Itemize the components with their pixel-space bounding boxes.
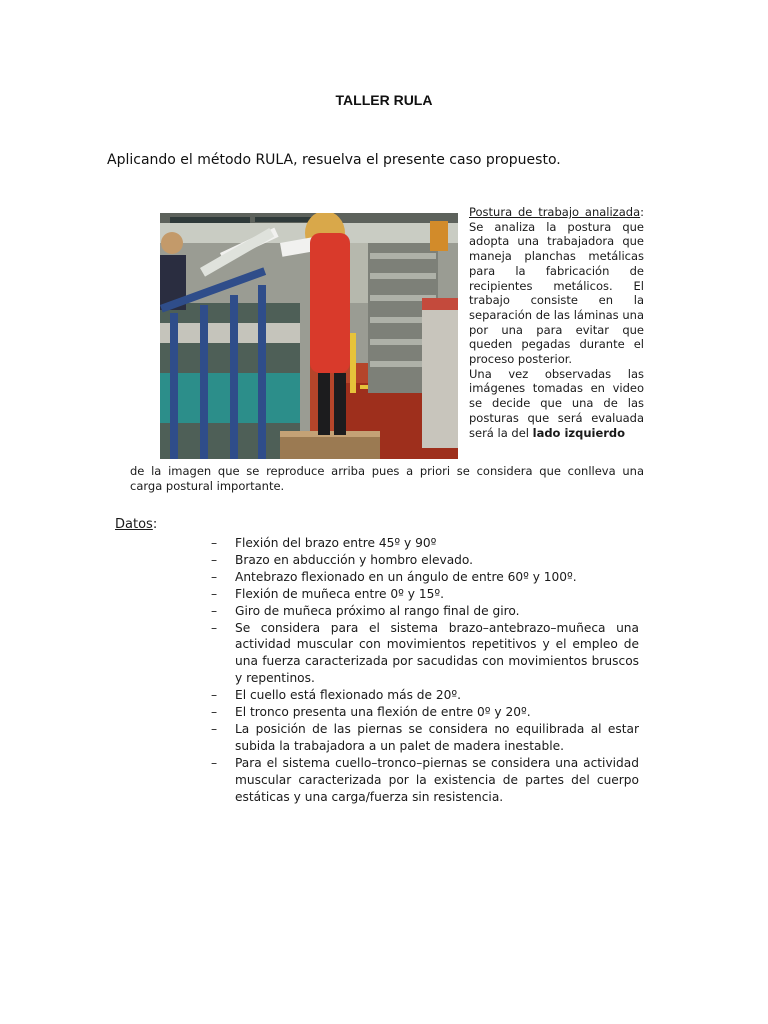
posture-heading: Postura de trabajo analizada — [469, 205, 641, 219]
list-item-text: Giro de muñeca próximo al rango final de giro. — [235, 603, 520, 618]
list-item — [211, 721, 639, 755]
intro-text: Aplicando el método RULA, resuelva el presente caso propuesto. — [107, 152, 561, 168]
list-item — [211, 704, 639, 721]
list-dash: – — [211, 569, 218, 584]
posture-heading-colon: : — [640, 205, 644, 219]
list-item — [211, 755, 639, 806]
list-item — [211, 603, 639, 620]
list-dash: – — [211, 603, 218, 618]
list-item — [211, 569, 639, 586]
list-item-text: Se considera para el sistema brazo–antebrazo–muñeca una actividad muscular con movimientos repetitivos y el empleo de una fuerza caracterizada por sacudidas con movimientos bruscos y repentinos. — [235, 620, 639, 686]
posture-bold: lado izquierdo — [532, 425, 626, 440]
list-item-text: La posición de las piernas se considera no equilibrada al estar subida la trabajadora a un palet de madera inestable. — [235, 721, 639, 753]
list-item-text: Antebrazo flexionado en un ángulo de entre 60º y 100º. — [235, 569, 577, 584]
list-dash: – — [211, 552, 218, 567]
list-item-text: Para el sistema cuello–tronco–piernas se considera una actividad muscular caracterizada por la existencia de partes del cuerpo estáticas y una carga/fuerza sin resistencia. — [235, 755, 639, 804]
list-dash: – — [211, 688, 218, 703]
list-dash: – — [211, 586, 218, 601]
datos-heading-colon: : — [152, 517, 158, 532]
list-item — [211, 687, 639, 704]
datos-heading-text: Datos — [115, 517, 153, 532]
continuation-line-2: carga postural importante. — [130, 478, 285, 493]
page-title: TALLER RULA — [335, 92, 433, 108]
list-item-text: Brazo en abducción y hombro elevado. — [235, 552, 474, 567]
posture-text-2: Una vez observadas las imágenes tomadas en video se decide que una de las posturas que será evaluada será la del — [469, 366, 644, 440]
worker-photo — [160, 213, 458, 459]
list-item — [211, 552, 639, 569]
list-item — [211, 535, 639, 552]
datos-heading — [115, 517, 157, 532]
list-item-text: El cuello está flexionado más de 20º. — [235, 688, 462, 703]
list-item-text: Flexión del brazo entre 45º y 90º — [235, 536, 437, 550]
continuation-line-1: de la imagen que se reproduce arriba pues a priori se considera que conlleva una — [130, 464, 644, 478]
posture-text-1: Se analiza la postura que adopta una trabajadora que maneja planchas metálicas para la fabricación de recipientes metálicos. El trabajo consiste en la separación de las láminas una por una para evitar que queden pegadas durante el proceso posterior. — [469, 219, 644, 367]
list-dash: – — [211, 620, 218, 635]
posture-description — [469, 205, 644, 440]
list-dash: – — [211, 536, 218, 550]
list-item — [211, 586, 639, 603]
datos-list — [211, 535, 639, 806]
list-dash: – — [211, 721, 218, 736]
worker-photo-illustration — [160, 213, 458, 459]
list-dash: – — [211, 705, 218, 720]
list-dash: – — [211, 755, 218, 770]
list-item-text: Flexión de muñeca entre 0º y 15º. — [235, 586, 445, 601]
posture-continuation — [130, 464, 644, 493]
list-item — [211, 620, 639, 688]
list-item-text: El tronco presenta una flexión de entre 0º y 20º. — [235, 705, 531, 720]
